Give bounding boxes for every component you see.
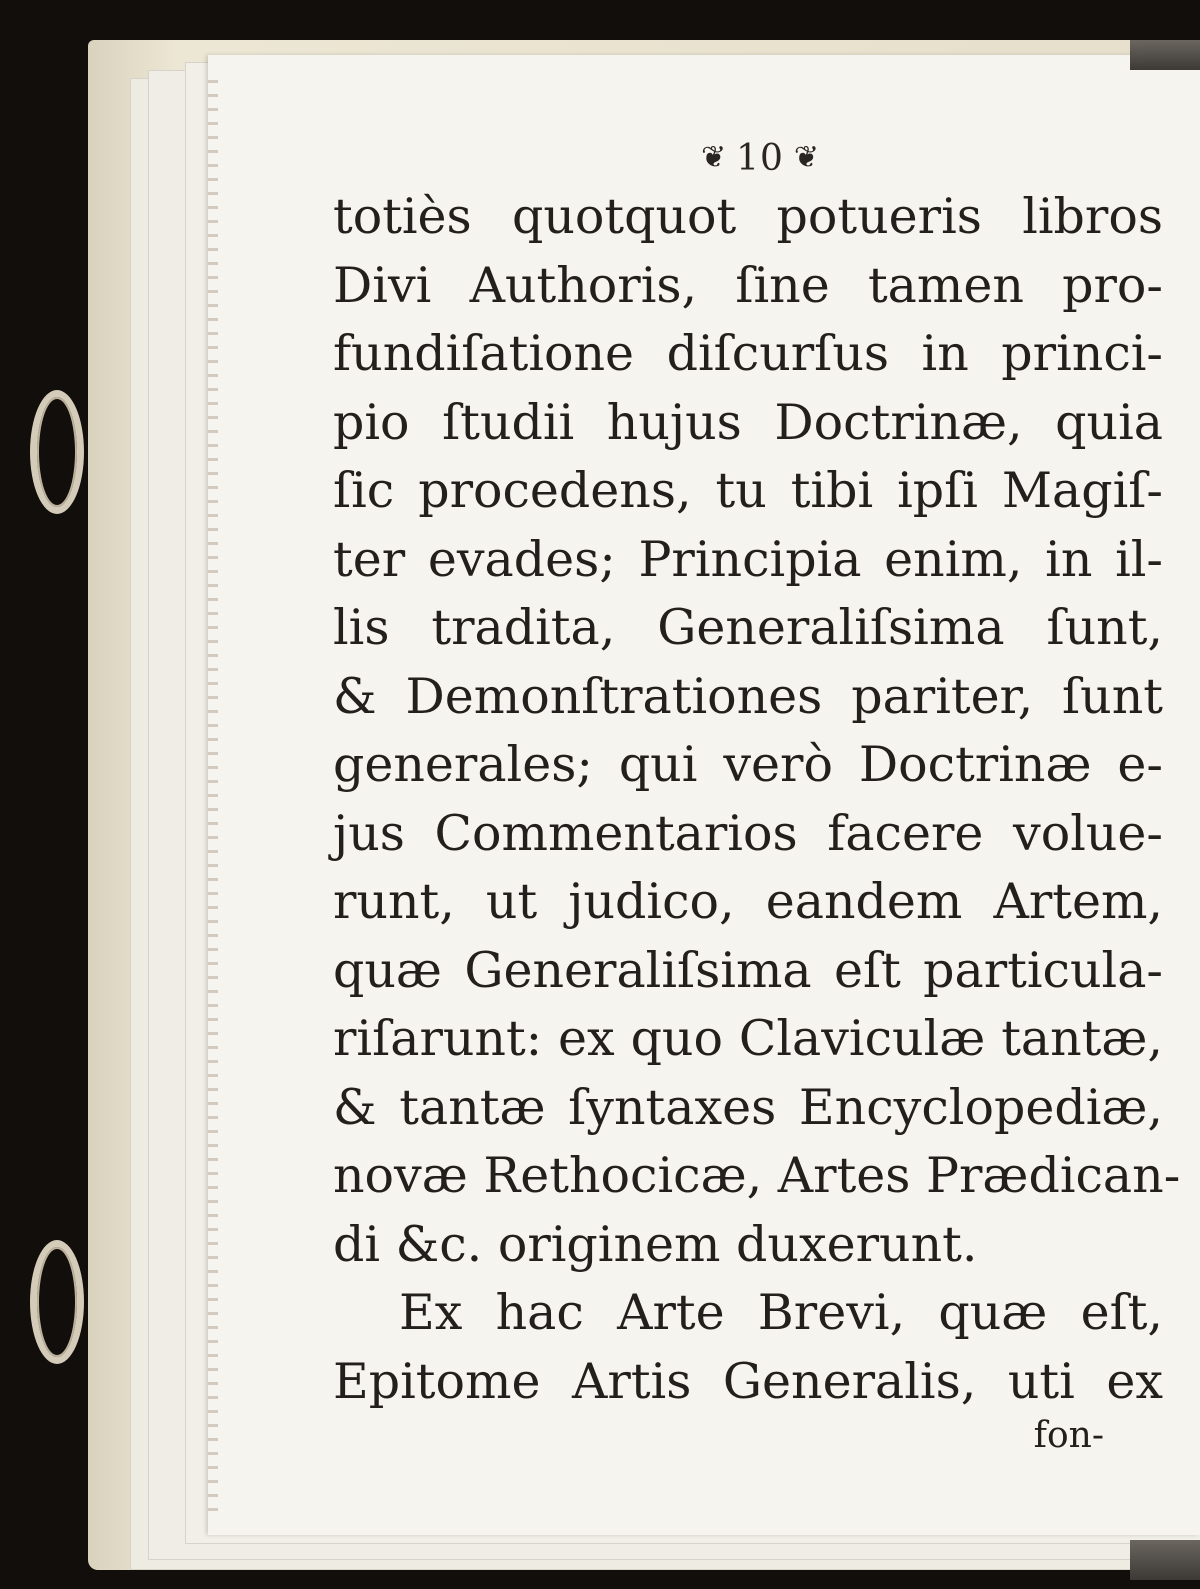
text-line: riſarunt: ex quo Claviculæ tantæ,: [333, 1010, 1163, 1067]
text-line: quæ Generaliſsima eſt particula-: [333, 941, 1163, 999]
body-text: [333, 183, 1181, 1416]
text-line: novæ Rethocicæ, Artes Prædican-: [333, 1147, 1181, 1204]
text-line: Divi Authoris, ſine tamen pro-: [333, 256, 1163, 314]
text-line: totiès quotquot potueris libros: [333, 188, 1163, 245]
text-line: ter evades; Principia enim, in il-: [333, 530, 1163, 588]
text-line: di &c. originem duxerunt.: [333, 1215, 978, 1273]
text-line: Epitome Artis Generalis, uti ex: [333, 1352, 1163, 1410]
text-line: ſic procedens, tu tibi ipſi Magiſ-: [333, 462, 1163, 519]
text-line: lis tradita, Generaliſsima ſunt,: [333, 599, 1163, 656]
text-line: fundiſatione diſcurſus in princi-: [333, 325, 1163, 382]
text-line: & tantæ ſyntaxes Encyclopediæ,: [333, 1078, 1163, 1136]
page-header: [660, 128, 860, 188]
text-line: Ex hac Arte Brevi, quæ eſt,: [399, 1284, 1163, 1341]
text-line: pio ſtudii hujus Doctrinæ, quia: [333, 393, 1163, 451]
gutter-show-through: [208, 80, 218, 1520]
spine-binding: [1130, 1540, 1200, 1580]
text-line: generales; qui verò Doctrinæ e-: [333, 736, 1163, 793]
text-line: & Demonſtrationes pariter, ſunt: [333, 667, 1163, 725]
spine-binding: [1130, 40, 1200, 70]
text-line: runt, ut judico, eandem Artem,: [333, 873, 1163, 930]
binding-thread-top: [30, 390, 84, 514]
page-number: 10: [736, 137, 784, 179]
fleuron-ornament-right: ❦: [793, 140, 820, 175]
text-line: jus Commentarios facere volue-: [333, 804, 1163, 862]
fleuron-ornament-left: ❦: [700, 140, 727, 175]
catchword: fon-: [1033, 1415, 1104, 1456]
binding-thread-bottom: [30, 1240, 84, 1364]
